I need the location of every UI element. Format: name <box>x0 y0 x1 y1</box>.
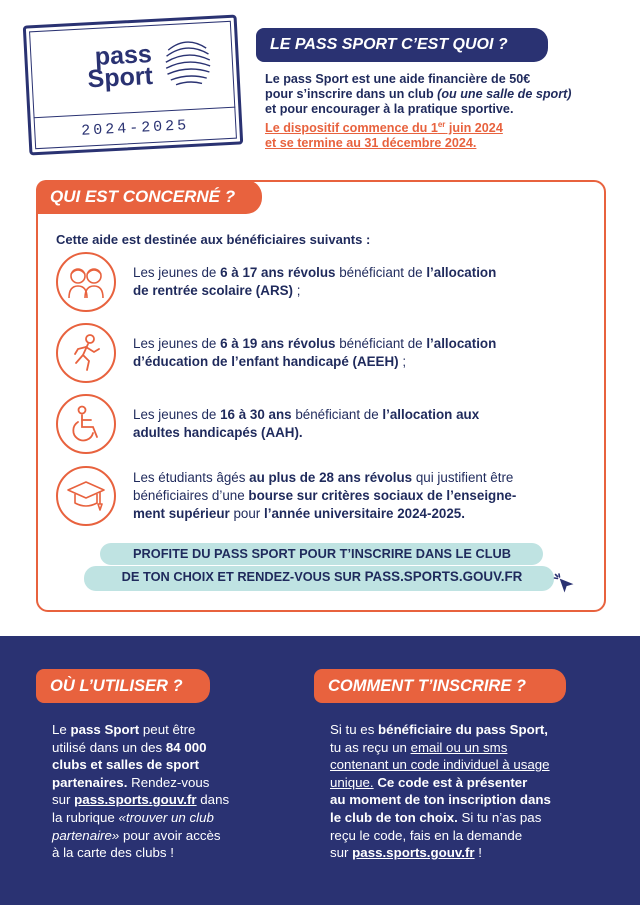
where-text: Le pass Sport peut être utilisé dans un des 84 000 clubs et salles de sport partenaires. Rendez-vous sur pass.sports.gouv.fr dans la rubrique «trouver un club partenaire» pour avoir accès à la carte des clubs ! <box>52 722 230 861</box>
what-title-tag <box>256 28 548 62</box>
cursor-click-icon <box>553 572 575 594</box>
beneficiary-row-1 <box>56 252 586 312</box>
how-title-tag <box>314 669 566 703</box>
cta-line-2: DE TON CHOIX ET RENDEZ-VOUS SUR PASS.SPORTS.GOUV.FR <box>121 569 523 584</box>
where-title-tag <box>36 669 210 703</box>
what-red-line-1: Le dispositif commence du 1er juin 2024 <box>265 120 503 136</box>
beneficiary-text-1: Les jeunes de 6 à 17 ans révolus bénéficiant de l’allocation de rentrée scolaire (ARS) ; <box>133 265 497 298</box>
beneficiary-row-3 <box>56 394 586 454</box>
cta-link[interactable]: PASS.SPORTS.GOUV.FR <box>364 569 523 584</box>
runner-icon <box>56 323 116 383</box>
how-link[interactable]: pass.sports.gouv.fr <box>352 845 475 861</box>
what-line-2: pour s’inscrire dans un club (ou une salle de sport) <box>265 87 572 101</box>
children-icon <box>56 252 116 312</box>
cta-line-1: PROFITE DU PASS SPORT POUR T’INSCRIRE DANS LE CLUB <box>132 546 511 561</box>
stamp-logo-line2: Sport <box>86 61 154 94</box>
how-title: COMMENT T’INSCRIRE ? <box>328 676 526 695</box>
where-title: OÙ L’UTILISER ? <box>50 676 183 695</box>
who-intro: Cette aide est destinée aux bénéficiaires suivants : <box>56 232 371 247</box>
what-description <box>265 72 615 151</box>
who-title-tag <box>36 180 262 214</box>
beneficiary-row-4 <box>56 466 586 526</box>
what-line-3: et pour encourager à la pratique sportive. <box>265 102 514 116</box>
how-text: Si tu es bénéficiaire du pass Sport, tu as reçu un email ou un sms contenant un code individuel à usage unique. Ce code est à présenter au moment de ton inscription dans le club de ton choix. Si tu n’as pas reçu le code, fais en la demande sur pass.sports.gouv.fr ! <box>330 722 551 861</box>
beneficiary-text-2: Les jeunes de 6 à 19 ans révolus bénéficiant de l’allocation d’éducation de l’enfant handicapé (AEEH) ; <box>133 336 497 369</box>
beneficiary-text-3: Les jeunes de 16 à 30 ans bénéficiant de l’allocation aux adultes handicapés (AAH). <box>133 407 480 440</box>
pass-sport-stamp-logo <box>23 14 244 155</box>
stamp-logo-line1: pass <box>94 39 153 71</box>
what-title: LE PASS SPORT C’EST QUOI ? <box>270 36 508 53</box>
stamp-logo-text <box>86 39 154 94</box>
beneficiary-row-2 <box>56 323 586 383</box>
what-line-1: Le pass Sport est une aide financière de 50€ <box>265 72 531 86</box>
olympic-flame-icon <box>162 36 215 91</box>
cta-text <box>95 543 549 591</box>
wheelchair-icon <box>56 394 116 454</box>
beneficiary-text-4: Les étudiants âgés au plus de 28 ans révolus qui justifient être bénéficiaires d’une bourse sur critères sociaux de l’enseigne- ment supérieur pour l’année universitaire 2024-2025. <box>133 470 517 521</box>
stamp-year: 2024-2025 <box>80 117 190 140</box>
who-title: QUI EST CONCERNÉ ? <box>50 187 236 206</box>
where-link[interactable]: pass.sports.gouv.fr <box>74 792 197 808</box>
graduation-cap-icon <box>56 466 116 526</box>
what-red-line-2: et se termine au 31 décembre 2024. <box>265 136 477 151</box>
